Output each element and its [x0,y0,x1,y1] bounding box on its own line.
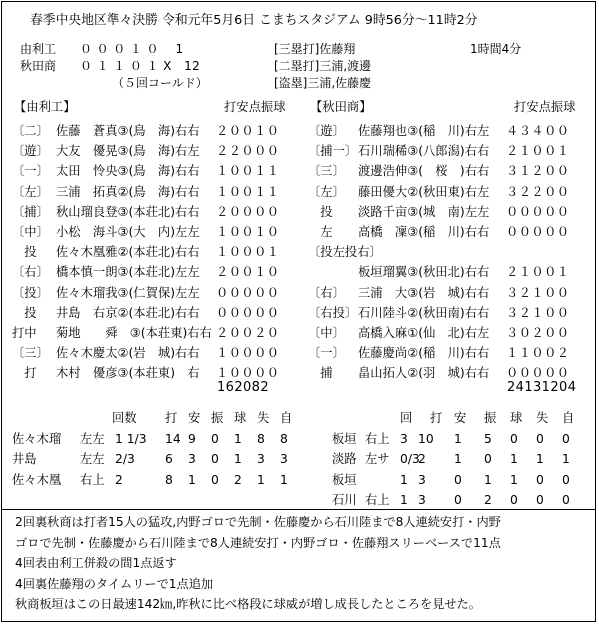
pitcher-stat: 1 [454,452,462,467]
player-stats: ０００００ [506,366,570,381]
player-position: 〔投〕 [12,285,49,300]
player-name: 佐々木凰雅②(本荘北)右右 [56,245,200,260]
right-team-name: 【秋田商】 [310,100,372,114]
pitcher-innings: 0/3 [400,452,420,467]
pitcher-hand: 右上 [365,432,390,446]
right-totals: 24131204 [507,380,577,395]
player-name: 太田 怜央③(鳥 海)右右 [56,164,200,179]
player-stats: ３２２００ [506,184,570,199]
player-name: 高橋入麻①(仙 北)右左 [358,326,490,340]
pitcher-stat: 8 [257,432,265,446]
player-stats: ０００００ [216,305,280,320]
pitching-header-cell: 回数 [112,411,137,425]
team2-name: 秋田商 [20,59,57,73]
pitcher-name: 佐々木瑠 [12,432,62,446]
player-name: 菊地 舜 ③(本荘東)右右 [56,326,212,340]
pitcher-name: 板垣 [332,432,357,446]
pitcher-stat: 1 [454,432,462,446]
pitcher-stat: 0 [211,432,219,446]
left-col-header: 打安点振球 [224,100,286,114]
pitcher-stat: 0 [562,432,570,446]
player-name: 板垣瑠翼③(秋田北)右右 [358,265,490,280]
pitcher-stat: 0 [536,492,544,507]
game-duration: 1時間4分 [470,42,522,56]
pitcher-stat: 5 [484,432,492,446]
pitcher-stat: 0 [211,452,219,467]
called-game-note: （５回コールド） [112,76,208,90]
player-position: 打 [12,366,37,381]
left-totals: 162082 [217,380,270,395]
pitcher-stat: 0 [454,492,462,507]
pitcher-innings: 2 [115,472,123,487]
player-name: 佐々木瑠我③(仁賀保)左左 [56,285,200,300]
team1-linescore: ０ ０ ０ １ ０ 1 [80,42,184,56]
player-stats: ４３４００ [506,124,570,138]
note-line: 2回裏秋商は打者15人の猛攻,内野ゴロで先制・佐藤慶から石川陸まで8人連続安打・内野 [15,515,501,529]
triples-line: [三塁打]佐藤翔 [274,42,356,56]
player-stats: ３２１００ [506,305,570,320]
player-position: 〔左〕 [308,184,345,199]
player-position: 〔投左投右〕 [308,245,382,260]
pitcher-stat: 2 [234,472,242,487]
player-name: 高橋 凜③(稲 川)右右 [358,225,490,239]
pitcher-stat: 8 [280,432,288,446]
player-name: 渡邊浩伸③( 桜 )右右 [358,164,490,179]
player-name: 大友 優晃③(鳥 海)右左 [56,144,200,159]
pitcher-stat: 0 [536,472,544,487]
pitcher-stat: 0 [454,472,462,487]
pitcher-stat: 3 [188,452,196,467]
player-name: 石川陸斗②(秋田南)右右 [358,305,490,320]
player-position: 〔三〕 [308,164,345,179]
pitcher-stat: 1 [280,472,288,487]
player-stats: ０００００ [506,204,570,219]
pitcher-hand: 左サ [365,452,390,467]
pitching-header-cell: 球 [510,411,523,425]
player-position: 〔右〕 [12,265,49,280]
pitching-header-cell: 回 [400,411,413,425]
pitcher-stat: 0 [562,472,570,487]
player-stats: ０００００ [506,225,570,239]
player-name: 佐藤 蒼真③(鳥 海)右右 [56,124,200,138]
pitcher-stat: 3 [280,452,288,467]
pitching-header-cell: 打 [165,411,178,425]
player-position: 〔捕〕 [12,204,49,219]
pitcher-stat: 1 [536,452,544,467]
pitcher-stat: 14 [165,432,181,446]
pitcher-stat: 3 [418,472,426,487]
player-name: 淡路千亩③(城 南)左左 [358,204,490,219]
player-position: 左 [308,225,333,239]
player-stats: ２００２０ [216,326,280,340]
player-name: 井島 右京②(本荘北)右右 [56,305,200,320]
player-position: 打中 [12,326,37,340]
doubles-line: [二塁打]三浦,渡邊 [274,59,372,73]
pitcher-stat: 2 [418,452,426,467]
player-position: 〔捕一〕 [308,144,358,159]
player-stats: １１００２ [506,346,570,361]
player-position: 〔中〕 [12,225,49,239]
pitching-header-cell: 失 [257,411,270,425]
player-stats: １０００１ [216,245,280,260]
player-stats: ３０２００ [506,326,570,340]
player-position: 投 [12,305,37,320]
player-name: 畠山拓人②(羽 城)右右 [358,366,490,381]
pitcher-innings: 1 [400,472,408,487]
player-name: 佐藤慶尚②(稲 川)右右 [358,346,490,361]
team1-name: 由利工 [20,42,57,56]
pitcher-stat: 1 [562,452,570,467]
pitcher-innings: 2/3 [115,452,135,467]
pitcher-stat: 0 [510,432,518,446]
pitching-header-cell: 打 [430,411,443,425]
pitcher-hand: 右上 [80,472,105,487]
pitcher-stat: 6 [165,452,173,467]
note-line: 4回表由利工併殺の間1点返す [15,556,177,570]
pitcher-stat: 1 [484,472,492,487]
boxscore-frame [1,1,596,622]
pitcher-stat: 1 [234,452,242,467]
pitcher-stat: 8 [165,472,173,487]
player-name: 木村 優彦③(本荘東) 右 [56,366,200,381]
pitcher-name: 石川 [332,492,357,507]
player-stats: １００１１ [216,164,280,179]
steals-line: [盗塁]三浦,佐藤慶 [274,76,372,90]
left-team-name: 【由利工】 [14,100,76,114]
player-stats: ３１２００ [506,164,570,179]
pitcher-hand: 左左 [80,432,105,446]
player-position: 捕 [308,366,333,381]
notes-divider [2,509,595,510]
player-stats: ２００１０ [216,265,280,280]
pitcher-stat: 0 [562,492,570,507]
player-name: 橋本慎一朗③(本荘北)左左 [56,265,200,280]
player-stats: １００００ [216,366,280,381]
player-name: 藤田優大②(秋田東)右左 [358,184,490,199]
pitcher-innings: 3 [400,432,408,446]
player-position: 投 [308,204,333,219]
pitching-header-cell: 自 [280,411,293,425]
player-position: 〔遊〕 [12,144,49,159]
team2-linescore: ０ １ １ ０ １ X 12 [80,59,201,73]
pitcher-stat: 9 [188,432,196,446]
pitching-header-cell: 自 [562,411,575,425]
pitcher-stat: 1 [510,472,518,487]
pitcher-innings: 1 [400,492,408,507]
player-name: 三浦 大③(岩 城)右右 [358,285,490,300]
pitcher-name: 板垣 [332,472,357,487]
pitching-header-cell: 安 [188,411,201,425]
player-position: 〔遊〕 [308,124,345,138]
pitcher-stat: 0 [510,492,518,507]
right-col-header: 打安点振球 [514,100,576,114]
pitcher-stat: 1 [234,432,242,446]
pitching-header-cell: 失 [536,411,549,425]
pitcher-stat: 1 [510,452,518,467]
pitcher-innings: 1 1/3 [115,432,147,446]
pitcher-stat: 3 [418,492,426,507]
note-line: 4回裏佐藤翔のタイムリーで1点追加 [15,576,214,591]
player-stats: ２００００ [216,204,280,219]
pitcher-stat: 2 [484,492,492,507]
player-name: 佐藤翔也③(稲 川)右左 [358,124,490,138]
player-stats: ０００００ [216,285,280,300]
pitcher-hand: 左左 [80,452,105,467]
player-stats: ２２０００ [216,144,280,159]
note-line: ゴロで先制・佐藤慶から石川陸まで8人連続安打・内野ゴロ・佐藤翔スリーベースで11点 [15,535,501,550]
player-position: 〔三〕 [12,346,49,361]
player-position: 〔右投〕 [308,305,358,320]
player-position: 〔左〕 [12,184,49,199]
player-stats: １００１０ [216,225,280,239]
pitcher-stat: 1 [188,472,196,487]
pitcher-stat: 3 [257,452,265,467]
player-name: 石川瑞稀③(八郎潟)右右 [358,144,490,159]
pitcher-name: 淡路 [332,452,357,467]
pitching-header-cell: 球 [234,411,247,425]
pitcher-hand: 右上 [365,492,390,507]
player-position: 〔中〕 [308,326,345,340]
pitcher-stat: 0 [536,432,544,446]
pitching-header-cell: 安 [454,411,467,425]
game-title: 春季中央地区準々決勝 令和元年5月6日 こまちスタジアム 9時56分～11時2分 [30,13,478,28]
pitcher-name: 井島 [12,452,37,467]
player-stats: １００００ [216,346,280,361]
player-name: 佐々木慶太②(岩 城)右右 [56,346,200,361]
pitcher-name: 佐々木凰 [12,472,62,487]
pitcher-stat: 1 [257,472,265,487]
pitcher-stat: 0 [484,452,492,467]
player-stats: ３２１００ [506,285,570,300]
player-stats: ２１００１ [506,265,570,280]
player-name: 小松 海斗③(大 内)左左 [56,225,200,239]
player-position: 〔二〕 [12,124,49,138]
player-position: 〔一〕 [308,346,345,361]
note-line: 秋商板垣はこの日最速142㎞,昨秋に比べ格段に球威が増し成長したところを見せた。 [15,597,481,611]
pitcher-stat: 0 [211,472,219,487]
player-position: 投 [12,245,37,260]
player-name: 三浦 拓真②(鳥 海)右右 [56,184,200,199]
pitcher-stat: 10 [418,432,434,446]
player-position: 〔一〕 [12,164,49,179]
player-position: 〔右〕 [308,285,345,300]
player-name: 秋山瑠良登③(本荘北)右右 [56,204,200,219]
player-stats: ２１００１ [506,144,570,159]
player-stats: １００１１ [216,184,280,199]
pitching-header-cell: 振 [484,411,497,425]
pitching-header-cell: 振 [211,411,224,425]
player-stats: ２００１０ [216,124,280,138]
